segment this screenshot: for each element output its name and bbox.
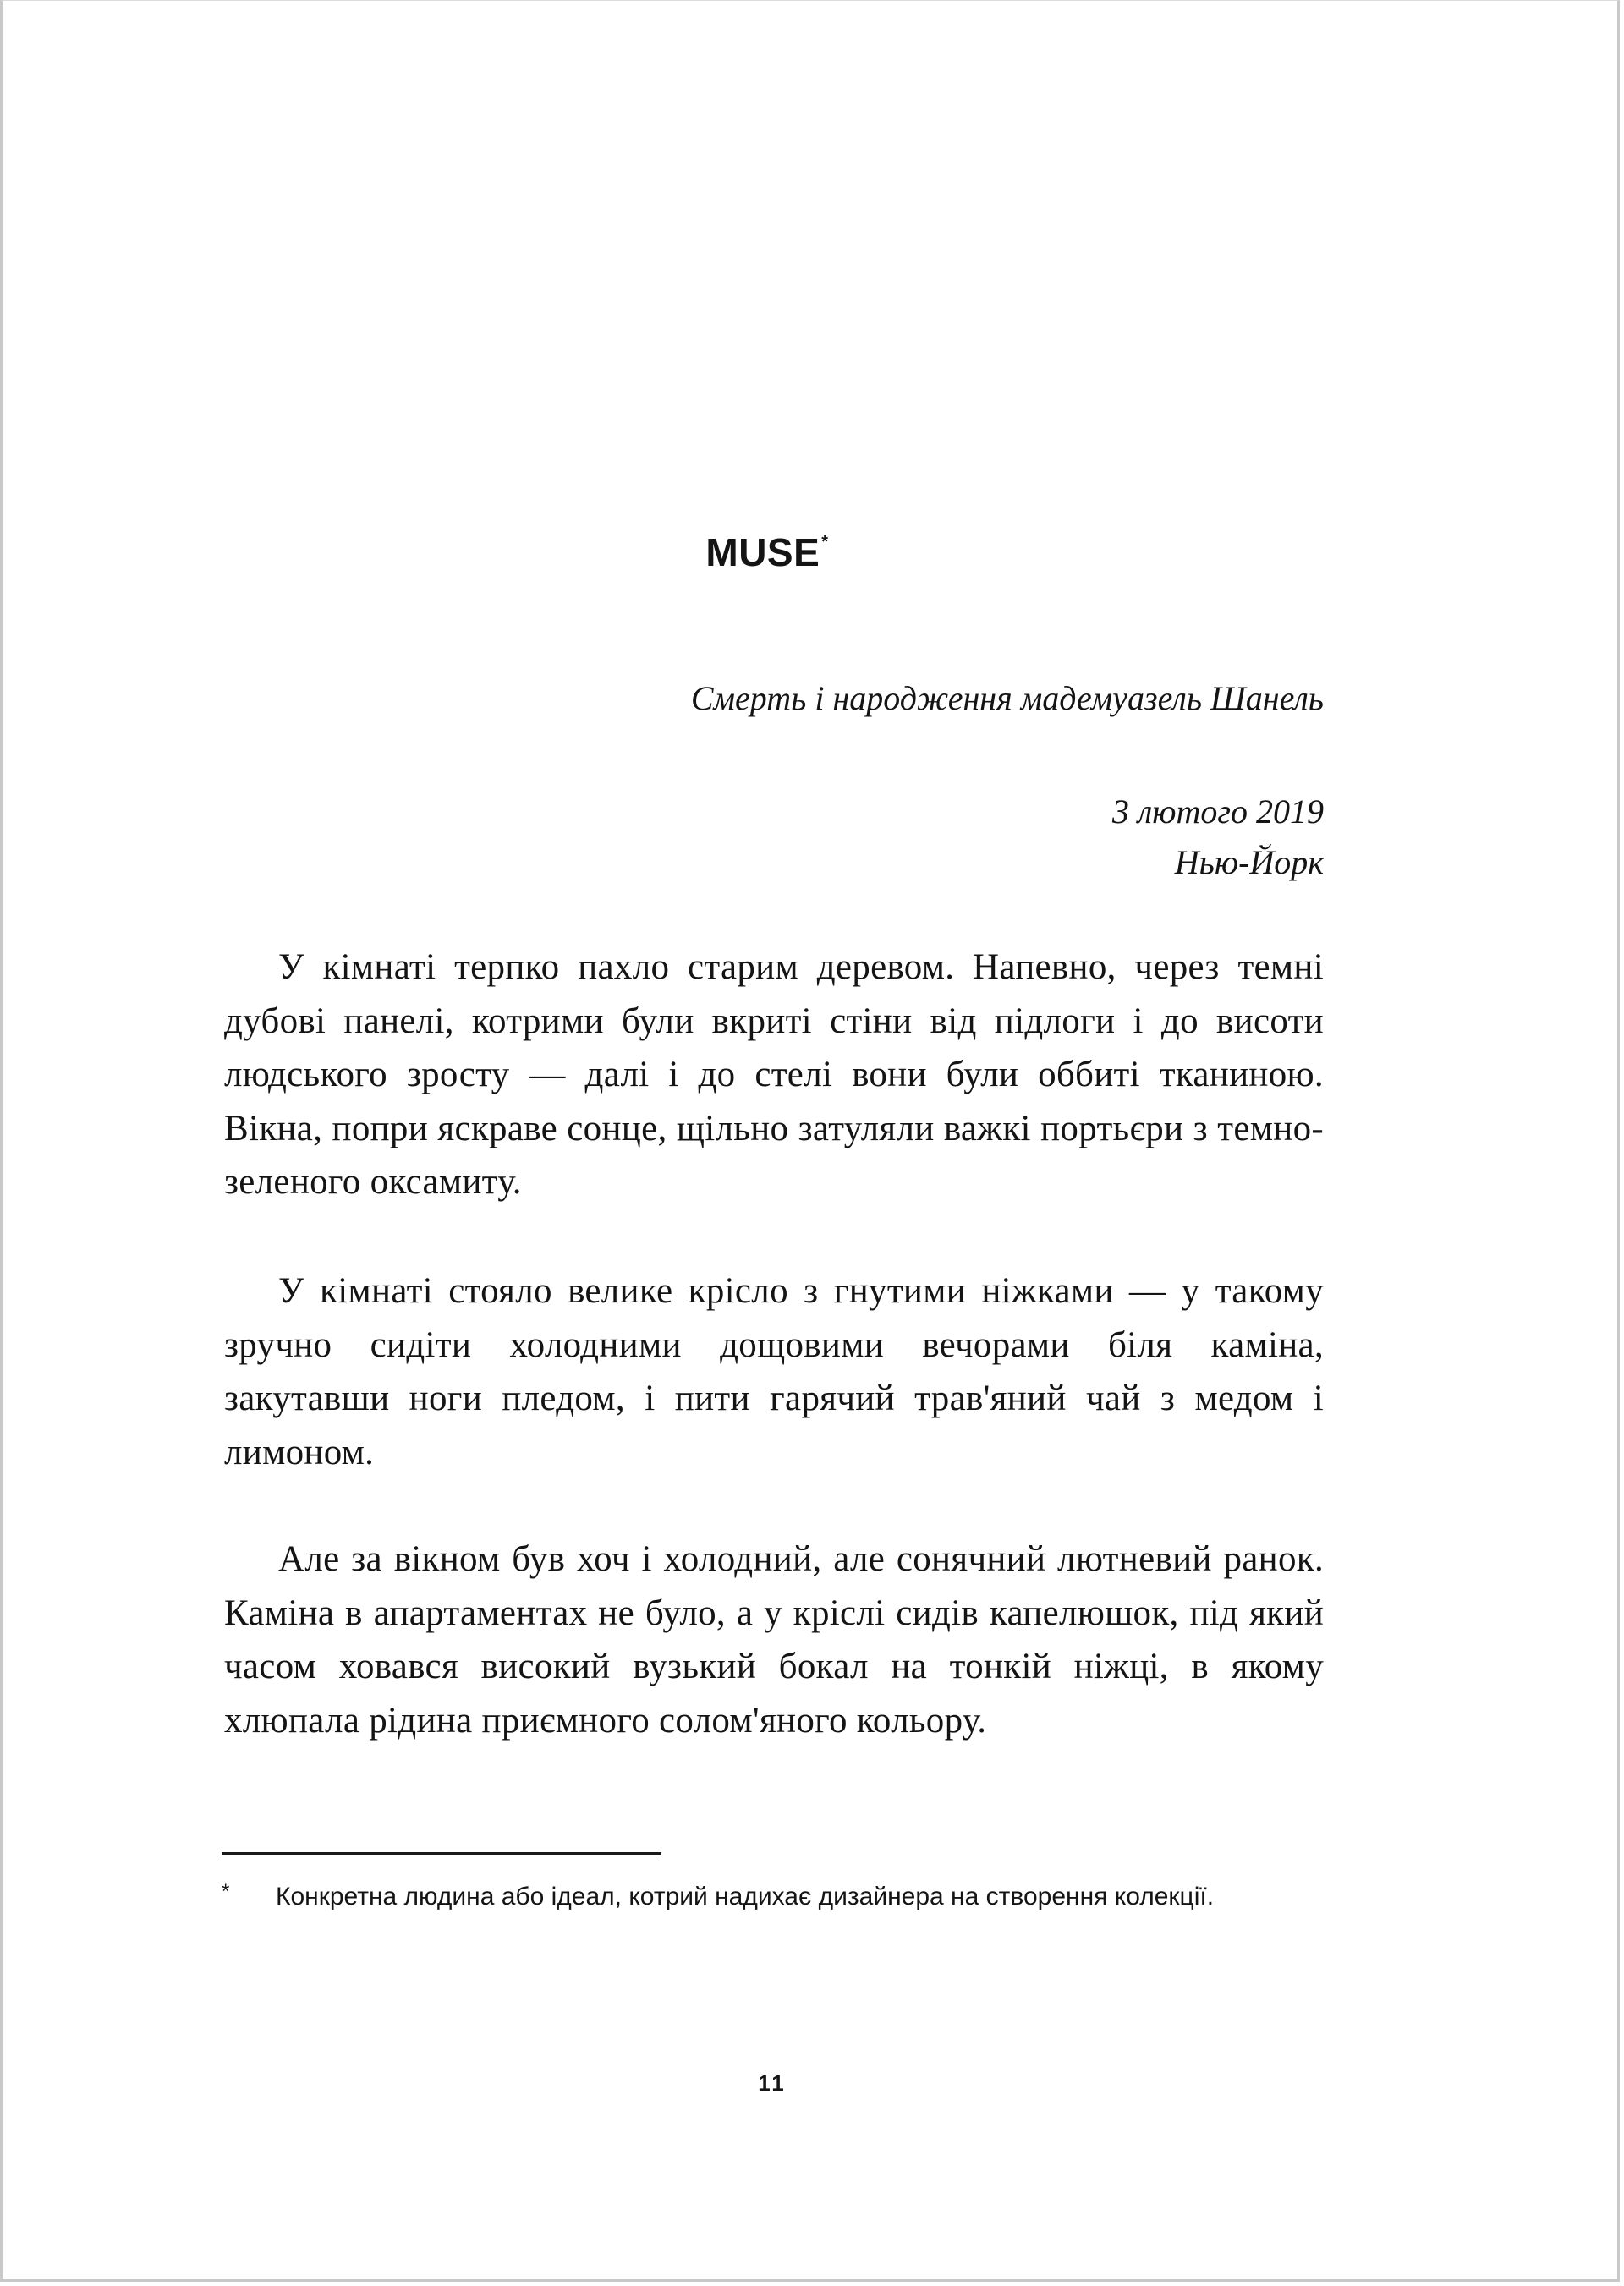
dateline-place: Нью-Йорк xyxy=(1174,843,1324,881)
chapter-title xyxy=(0,530,1534,574)
body-paragraph-1: У кімнаті терпко пахло старим деревом. Напевно, через темні дубові панелі, котрими були вкриті стіни від підлоги і до висоти людського зросту — далі і до стелі вони були оббиті тканиною. Вікна, попри яскраве сонце, щільно затуляли важкі портьєри з темно-зеленого оксамиту. xyxy=(224,947,1324,1202)
footnote-marker: * xyxy=(222,1880,230,1903)
dateline-date: 3 лютого 2019 xyxy=(1111,792,1324,831)
chapter-subtitle: Смерть і народження мадемуазель Шанель xyxy=(690,679,1324,717)
footnote-text: Конкретна людина або ідеал, котрий надихає дизайнера на створення колекції. xyxy=(276,1883,1215,1910)
chapter-title-text: MUSE xyxy=(705,530,820,574)
footnote-divider xyxy=(222,1852,661,1855)
footnote xyxy=(222,1879,1325,1915)
footnote-reference[interactable]: * xyxy=(821,532,829,551)
body-paragraph-3: Але за вікном був хоч і холодний, але сонячний лютневий ранок. Каміна в апартаментах не було, а у кріслі сидів капелюшок, під який часом ховався високий вузький бокал на тонкій ніжці, в якому хлюпала рідина приємного солом'яного кольору. xyxy=(224,1539,1324,1741)
body-paragraph-2: У кімнаті стояло велике крісло з гнутими ніжками — у такому зручно сидіти холодними дощовими вечорами біля каміна, закутавши ноги пледом, і пити гарячий трав'яний чай з медом і лимоном. xyxy=(224,1271,1324,1472)
page-number: 11 xyxy=(758,2070,787,2096)
